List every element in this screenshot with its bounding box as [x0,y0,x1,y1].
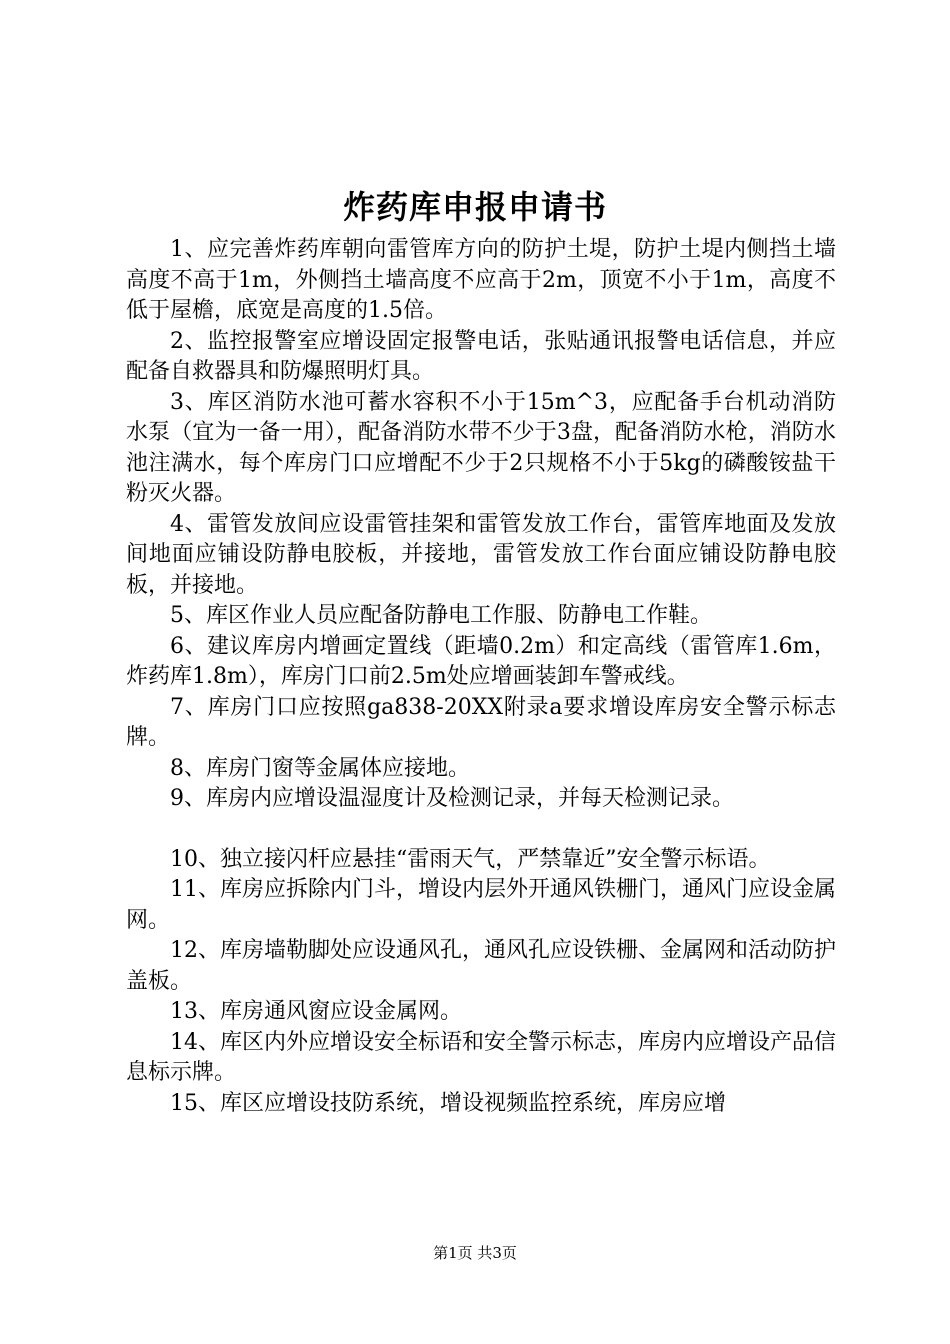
page-number-footer: 第1页 共3页 [433,1244,517,1262]
paragraph-8: 8、库房门窗等金属体应接地。 [170,755,470,781]
paragraph-15: 15、库区应增设技防系统，增设视频监控系统，库房应增 [170,1090,726,1116]
document-title: 炸药库申报申请书 [342,188,607,226]
paragraph-12: 12、库房墙勒脚处应设通风孔，通风孔应设铁栅、金属网和活动防护盖板。 [126,938,836,994]
paragraph-10: 10、独立接闪杆应悬挂“雷雨天气，严禁靠近”安全警示标语。 [170,846,771,872]
paragraph-6: 6、建议库房内增画定置线（距墙0.2m）和定高线（雷管库1.6m，炸药库1.8m），库房门口前2.5m处应增画装卸车警戒线。 [126,633,836,689]
paragraph-11: 11、库房应拆除内门斗，增设内层外开通风铁栅门，通风门应设金属网。 [126,877,836,933]
paragraph-5: 5、库区作业人员应配备防静电工作服、防静电工作鞋。 [170,603,712,628]
paragraph-1: 1、应完善炸药库朝向雷管库方向的防护土堤，防护土堤内侧挡土墙高度不高于1m，外侧挡土墙高度不应高于2m，顶宽不小于1m，高度不低于屋檐，底宽是高度的1.5倍。 [126,237,836,323]
document-body [126,235,836,1119]
paragraph-14: 14、库区内外应增设安全标语和安全警示标志，库房内应增设产品信息标示牌。 [126,1029,836,1085]
paragraph-9: 9、库房内应增设温湿度计及检测记录，并每天检测记录。 [170,786,734,811]
paragraph-13: 13、库房通风窗应设金属网。 [170,999,462,1024]
paragraph-7: 7、库房门口应按照ga838-20XX附录a要求增设库房安全警示标志牌。 [126,694,836,750]
paragraph-2: 2、监控报警室应增设固定报警电话，张贴通讯报警电话信息，并应配备自救器具和防爆照明灯具。 [126,328,836,384]
paragraph-4: 4、雷管发放间应设雷管挂架和雷管发放工作台，雷管库地面及发放间地面应铺设防静电胶板，并接地，雷管发放工作台面应铺设防静电胶板，并接地。 [126,511,836,598]
paragraph-3: 3、库区消防水池可蓄水容积不小于15m^3，应配备手台机动消防水泵（宜为一备一用），配备消防水带不少于3盘，配备消防水枪，消防水池注满水，每个库房门口应增配不少于2只规格不小于5kg的磷酸铵盐干粉灭火器。 [126,389,836,506]
